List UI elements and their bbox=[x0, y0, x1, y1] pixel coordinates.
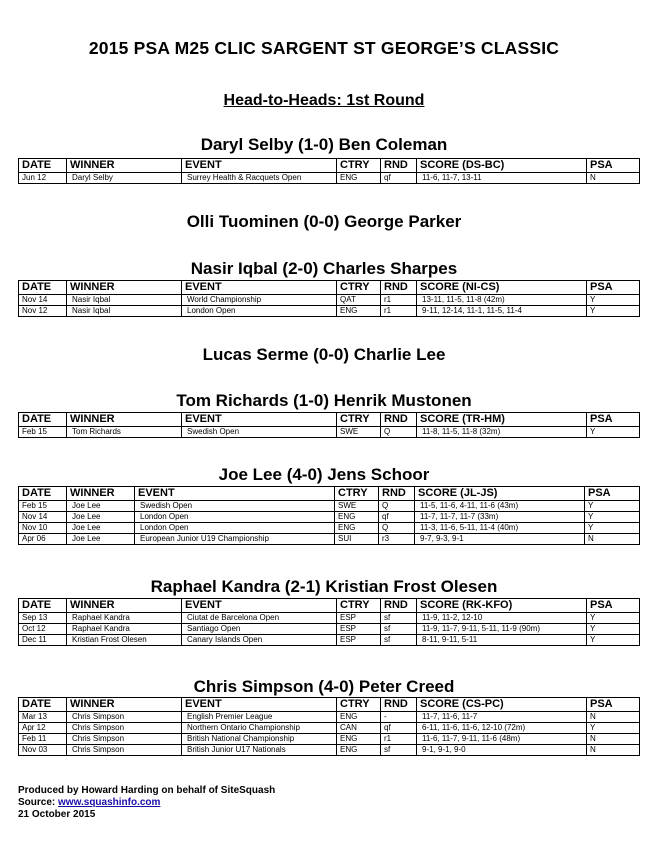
table-cell: Nov 14 bbox=[19, 512, 67, 523]
column-header: WINNER bbox=[67, 281, 182, 295]
table-cell: Chris Simpson bbox=[67, 734, 182, 745]
table-cell: SWE bbox=[337, 427, 381, 438]
table-cell: Y bbox=[587, 306, 640, 317]
table-cell: European Junior U19 Championship bbox=[135, 534, 335, 545]
column-header: PSA bbox=[587, 159, 640, 173]
head-to-head-table bbox=[18, 412, 640, 438]
column-header: WINNER bbox=[67, 413, 182, 427]
table-row bbox=[19, 613, 640, 624]
column-header: PSA bbox=[587, 413, 640, 427]
table-cell: 11-9, 11-7, 9-11, 5-11, 11-9 (90m) bbox=[417, 624, 587, 635]
table-row bbox=[19, 295, 640, 306]
table-header-row bbox=[19, 281, 640, 295]
table-row bbox=[19, 723, 640, 734]
footer bbox=[18, 785, 275, 821]
match-title: Daryl Selby (1-0) Ben Coleman bbox=[200, 135, 448, 154]
column-header: RND bbox=[381, 413, 417, 427]
table-cell: British National Championship bbox=[182, 734, 337, 745]
column-header: RND bbox=[381, 698, 417, 712]
column-header: WINNER bbox=[67, 159, 182, 173]
table-row bbox=[19, 534, 640, 545]
column-header: CTRY bbox=[337, 159, 381, 173]
column-header: WINNER bbox=[67, 698, 182, 712]
column-header: SCORE (NI-CS) bbox=[417, 281, 587, 295]
table-cell: Mar 13 bbox=[19, 712, 67, 723]
table-cell: - bbox=[381, 712, 417, 723]
table-cell: Joe Lee bbox=[67, 534, 135, 545]
column-header: RND bbox=[381, 599, 417, 613]
column-header: CTRY bbox=[337, 281, 381, 295]
table-header-row bbox=[19, 159, 640, 173]
table-cell: Swedish Open bbox=[135, 501, 335, 512]
table-cell: Y bbox=[587, 635, 640, 646]
column-header: PSA bbox=[587, 281, 640, 295]
table-cell: British Junior U17 Nationals bbox=[182, 745, 337, 756]
table-cell: N bbox=[585, 534, 640, 545]
source-link[interactable]: www.squashinfo.com bbox=[58, 797, 161, 808]
column-header: RND bbox=[381, 281, 417, 295]
table-cell: ENG bbox=[337, 712, 381, 723]
table-cell: 11-5, 11-6, 4-11, 11-6 (43m) bbox=[415, 501, 585, 512]
head-to-head-table bbox=[18, 280, 640, 317]
table-cell: ESP bbox=[337, 613, 381, 624]
match-title: Joe Lee (4-0) Jens Schoor bbox=[218, 465, 430, 484]
column-header: EVENT bbox=[135, 487, 335, 501]
column-header: WINNER bbox=[67, 599, 182, 613]
table-cell: sf bbox=[381, 745, 417, 756]
table-cell: Swedish Open bbox=[182, 427, 337, 438]
head-to-head-table bbox=[18, 158, 640, 184]
column-header: EVENT bbox=[182, 281, 337, 295]
table-cell: 9-7, 9-3, 9-1 bbox=[415, 534, 585, 545]
table-cell: sf bbox=[381, 613, 417, 624]
table-cell: r1 bbox=[381, 734, 417, 745]
match-title: Raphael Kandra (2-1) Kristian Frost Olesen bbox=[150, 577, 498, 596]
table-cell: qf bbox=[379, 512, 415, 523]
table-cell: Nasir Iqbal bbox=[67, 306, 182, 317]
table-cell: 8-11, 9-11, 5-11 bbox=[417, 635, 587, 646]
table-cell: ENG bbox=[335, 512, 379, 523]
table-cell: 11-3, 11-6, 5-11, 11-4 (40m) bbox=[415, 523, 585, 534]
table-cell: Joe Lee bbox=[67, 523, 135, 534]
table-cell: ENG bbox=[337, 306, 381, 317]
column-header: DATE bbox=[19, 698, 67, 712]
column-header: RND bbox=[381, 159, 417, 173]
table-cell: r1 bbox=[381, 306, 417, 317]
column-header: WINNER bbox=[67, 487, 135, 501]
table-cell: 9-1, 9-1, 9-0 bbox=[417, 745, 587, 756]
table-row bbox=[19, 427, 640, 438]
table-header-row bbox=[19, 599, 640, 613]
table-cell: SWE bbox=[335, 501, 379, 512]
table-cell: Y bbox=[587, 613, 640, 624]
table-row bbox=[19, 712, 640, 723]
table-cell: Feb 15 bbox=[19, 501, 67, 512]
footer-credit: Produced by Howard Harding on behalf of SiteSquash bbox=[18, 785, 276, 796]
table-cell: Nov 14 bbox=[19, 295, 67, 306]
table-cell: Q bbox=[379, 501, 415, 512]
table-cell: sf bbox=[381, 624, 417, 635]
table-cell: Oct 12 bbox=[19, 624, 67, 635]
table-header-row bbox=[19, 413, 640, 427]
table-cell: Q bbox=[381, 427, 417, 438]
table-cell: Chris Simpson bbox=[67, 745, 182, 756]
column-header: SCORE (CS-PC) bbox=[417, 698, 587, 712]
column-header: DATE bbox=[19, 281, 67, 295]
table-cell: N bbox=[587, 745, 640, 756]
table-cell: Santiago Open bbox=[182, 624, 337, 635]
table-cell: 11-8, 11-5, 11-8 (32m) bbox=[417, 427, 587, 438]
table-cell: 11-7, 11-7, 11-7 (33m) bbox=[415, 512, 585, 523]
table-cell: ENG bbox=[335, 523, 379, 534]
table-row bbox=[19, 512, 640, 523]
table-cell: Feb 15 bbox=[19, 427, 67, 438]
table-cell: Y bbox=[585, 512, 640, 523]
head-to-head-table bbox=[18, 697, 640, 756]
table-cell: SUI bbox=[335, 534, 379, 545]
table-cell: English Premier League bbox=[182, 712, 337, 723]
column-header: PSA bbox=[585, 487, 640, 501]
table-cell: ENG bbox=[337, 173, 381, 184]
table-cell: Dec 11 bbox=[19, 635, 67, 646]
column-header: RND bbox=[379, 487, 415, 501]
table-cell: Daryl Selby bbox=[67, 173, 182, 184]
column-header: DATE bbox=[19, 159, 67, 173]
table-cell: Nasir Iqbal bbox=[67, 295, 182, 306]
table-cell: Surrey Health & Racquets Open bbox=[182, 173, 337, 184]
table-cell: Joe Lee bbox=[67, 512, 135, 523]
table-cell: Joe Lee bbox=[67, 501, 135, 512]
table-cell: Feb 11 bbox=[19, 734, 67, 745]
column-header: SCORE (JL-JS) bbox=[415, 487, 585, 501]
table-cell: QAT bbox=[337, 295, 381, 306]
column-header: EVENT bbox=[182, 698, 337, 712]
document-title: 2015 PSA M25 CLIC SARGENT ST GEORGE’S CLASSIC bbox=[88, 38, 560, 58]
table-cell: Raphael Kandra bbox=[67, 624, 182, 635]
footer-source: Source: www.squashinfo.com bbox=[18, 797, 161, 808]
column-header: EVENT bbox=[182, 159, 337, 173]
table-cell: 9-11, 12-14, 11-1, 11-5, 11-4 bbox=[417, 306, 587, 317]
table-cell: Canary Islands Open bbox=[182, 635, 337, 646]
match-title: Chris Simpson (4-0) Peter Creed bbox=[193, 677, 455, 696]
table-cell: Y bbox=[587, 295, 640, 306]
column-header: EVENT bbox=[182, 413, 337, 427]
table-cell: r1 bbox=[381, 295, 417, 306]
table-cell: London Open bbox=[182, 306, 337, 317]
table-row bbox=[19, 306, 640, 317]
match-title: Lucas Serme (0-0) Charlie Lee bbox=[202, 345, 446, 364]
table-cell: 11-9, 11-2, 12-10 bbox=[417, 613, 587, 624]
table-row bbox=[19, 173, 640, 184]
table-cell: Chris Simpson bbox=[67, 712, 182, 723]
table-cell: ESP bbox=[337, 624, 381, 635]
column-header: CTRY bbox=[335, 487, 379, 501]
table-cell: Y bbox=[585, 523, 640, 534]
table-cell: Apr 06 bbox=[19, 534, 67, 545]
table-cell: N bbox=[587, 734, 640, 745]
table-cell: qf bbox=[381, 173, 417, 184]
footer-date: 21 October 2015 bbox=[18, 809, 96, 820]
table-cell: Raphael Kandra bbox=[67, 613, 182, 624]
match-title: Tom Richards (1-0) Henrik Mustonen bbox=[176, 391, 472, 410]
table-row bbox=[19, 501, 640, 512]
table-header-row bbox=[19, 698, 640, 712]
table-cell: 11-6, 11-7, 9-11, 11-6 (48m) bbox=[417, 734, 587, 745]
table-cell: ENG bbox=[337, 745, 381, 756]
table-cell: Apr 12 bbox=[19, 723, 67, 734]
table-cell: sf bbox=[381, 635, 417, 646]
table-cell: 13-11, 11-5, 11-8 (42m) bbox=[417, 295, 587, 306]
table-row bbox=[19, 745, 640, 756]
column-header: DATE bbox=[19, 599, 67, 613]
table-cell: N bbox=[587, 173, 640, 184]
table-cell: Nov 12 bbox=[19, 306, 67, 317]
table-cell: Y bbox=[587, 427, 640, 438]
column-header: CTRY bbox=[337, 599, 381, 613]
table-cell: Y bbox=[587, 624, 640, 635]
table-header-row bbox=[19, 487, 640, 501]
column-header: DATE bbox=[19, 413, 67, 427]
table-cell: 6-11, 11-6, 11-6, 12-10 (72m) bbox=[417, 723, 587, 734]
table-row bbox=[19, 523, 640, 534]
table-cell: CAN bbox=[337, 723, 381, 734]
table-cell: r3 bbox=[379, 534, 415, 545]
table-cell: London Open bbox=[135, 523, 335, 534]
table-row bbox=[19, 624, 640, 635]
match-title: Olli Tuominen (0-0) George Parker bbox=[186, 212, 462, 231]
column-header: CTRY bbox=[337, 413, 381, 427]
table-cell: Tom Richards bbox=[67, 427, 182, 438]
table-row bbox=[19, 635, 640, 646]
table-cell: Jun 12 bbox=[19, 173, 67, 184]
column-header: PSA bbox=[587, 698, 640, 712]
table-cell: ENG bbox=[337, 734, 381, 745]
column-header: SCORE (RK-KFO) bbox=[417, 599, 587, 613]
table-cell: N bbox=[587, 712, 640, 723]
head-to-head-table bbox=[18, 486, 640, 545]
table-cell: Sep 13 bbox=[19, 613, 67, 624]
table-cell: Nov 03 bbox=[19, 745, 67, 756]
column-header: DATE bbox=[19, 487, 67, 501]
table-cell: Chris Simpson bbox=[67, 723, 182, 734]
column-header: EVENT bbox=[182, 599, 337, 613]
column-header: SCORE (TR-HM) bbox=[417, 413, 587, 427]
table-cell: qf bbox=[381, 723, 417, 734]
table-cell: 11-6, 11-7, 13-11 bbox=[417, 173, 587, 184]
table-cell: London Open bbox=[135, 512, 335, 523]
table-cell: Q bbox=[379, 523, 415, 534]
head-to-head-table bbox=[18, 598, 640, 646]
column-header: CTRY bbox=[337, 698, 381, 712]
table-cell: Kristian Frost Olesen bbox=[67, 635, 182, 646]
section-subtitle: Head-to-Heads: 1st Round bbox=[223, 92, 425, 109]
table-cell: ESP bbox=[337, 635, 381, 646]
table-cell: Ciutat de Barcelona Open bbox=[182, 613, 337, 624]
column-header: SCORE (DS-BC) bbox=[417, 159, 587, 173]
table-cell: 11-7, 11-6, 11-7 bbox=[417, 712, 587, 723]
table-cell: World Championship bbox=[182, 295, 337, 306]
table-cell: Nov 10 bbox=[19, 523, 67, 534]
table-cell: Y bbox=[587, 723, 640, 734]
table-cell: Northern Ontario Championship bbox=[182, 723, 337, 734]
column-header: PSA bbox=[587, 599, 640, 613]
table-row bbox=[19, 734, 640, 745]
match-title: Nasir Iqbal (2-0) Charles Sharpes bbox=[190, 259, 458, 278]
table-cell: Y bbox=[585, 501, 640, 512]
